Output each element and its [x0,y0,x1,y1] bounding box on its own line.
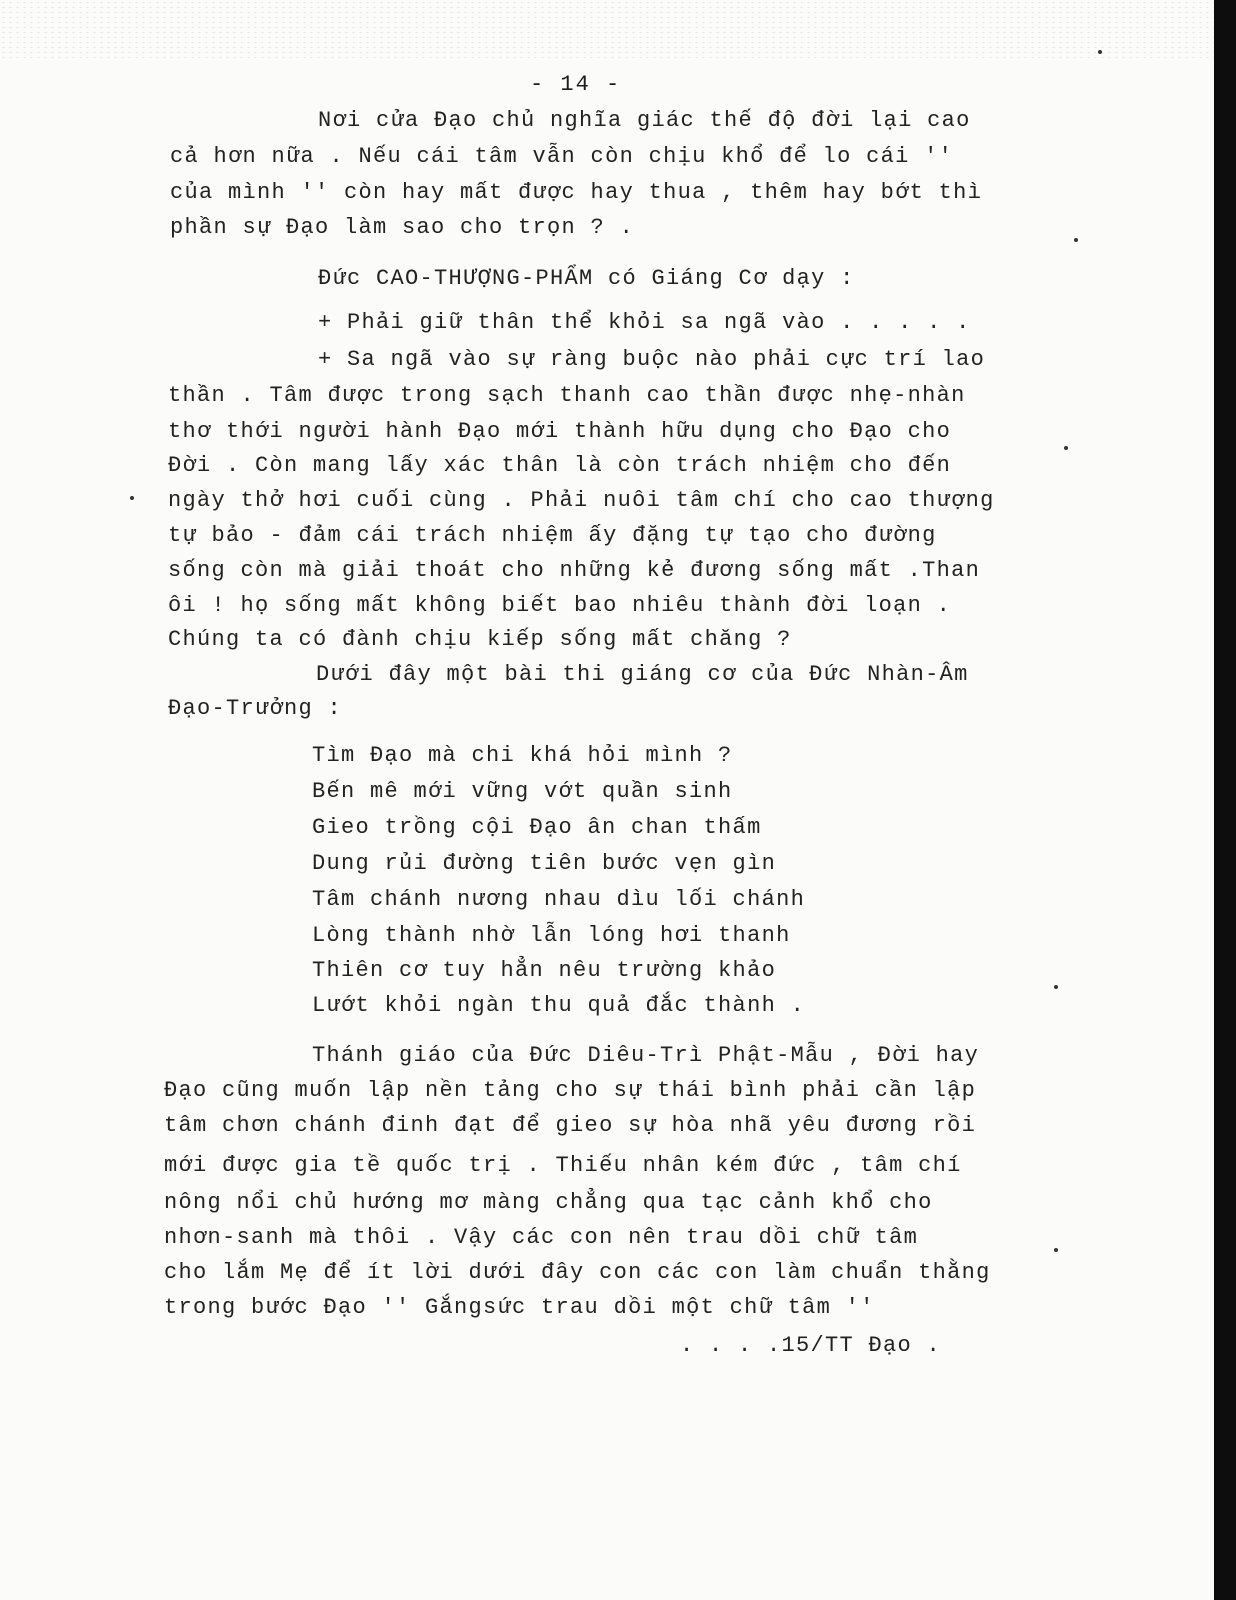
paragraph-line: tự bảo - đảm cái trách nhiệm ấy đặng tự tạo cho đường [168,523,937,548]
paragraph-line: Thánh giáo của Đức Diêu-Trì Phật-Mẫu , Đời hay [312,1043,980,1068]
paragraph-line: ngày thở hơi cuối cùng . Phải nuôi tâm chí cho cao thượng [168,488,995,513]
paragraph-line: cho lắm Mẹ để ít lời dưới đây con các con làm chuẩn thằng [164,1260,991,1285]
poem-line: Thiên cơ tuy hẳn nêu trường khảo [312,958,777,983]
paragraph-line: Nơi cửa Đạo chủ nghĩa giác thế độ đời lại cao [318,108,971,133]
page-number: - 14 - [530,72,622,97]
paragraph-line: trong bước Đạo '' Gắngsức trau dồi một chữ tâm '' [164,1295,875,1320]
teaching-line: + Sa ngã vào sự ràng buộc nào phải cực trí lao [318,347,986,372]
paragraph-line: ôi ! họ sống mất không biết bao nhiêu thành đời loạn . [168,593,952,618]
section-heading: Đức CAO-THƯỢNG-PHẨM có Giáng Cơ dạy : [318,266,855,291]
paragraph-line: tâm chơn chánh đinh đạt để gieo sự hòa nhã yêu đương rồi [164,1113,977,1138]
scan-speck [1054,1248,1058,1252]
paragraph-line: cả hơn nữa . Nếu cái tâm vẫn còn chịu khổ để lo cái '' [170,144,954,169]
scan-edge [1214,0,1236,1600]
paragraph-line: mới được gia tề quốc trị . Thiếu nhân kém đức , tâm chí [164,1153,962,1178]
poem-line: Tâm chánh nương nhau dìu lối chánh [312,887,806,912]
teaching-line: + Phải giữ thân thể khỏi sa ngã vào . . . . . [318,310,971,335]
scan-speck [1074,238,1078,242]
poem-intro-line: Đạo-Trưởng : [168,696,343,721]
poem-intro-line: Dưới đây một bài thi giáng cơ của Đức Nhàn-Âm [316,662,969,687]
poem-line: Gieo trồng cội Đạo ân chan thấm [312,815,762,840]
paragraph-line: thơ thới người hành Đạo mới thành hữu dụng cho Đạo cho [168,419,952,444]
paragraph-line: Đời . Còn mang lấy xác thân là còn trách nhiệm cho đến [168,453,952,478]
paragraph-line: sống còn mà giải thoát cho những kẻ đương sống mất .Than [168,558,981,583]
poem-line: Dung rủi đường tiên bước vẹn gìn [312,851,777,876]
paragraph-line: nhơn-sanh mà thôi . Vậy các con nên trau dồi chữ tâm [164,1225,919,1250]
paragraph-line: của mình '' còn hay mất được hay thua , thêm hay bớt thì [170,180,983,205]
poem-line: Bến mê mới vững vớt quần sinh [312,779,733,804]
poem-line: Lướt khỏi ngàn thu quả đắc thành . [312,993,806,1018]
paragraph-line: Đạo cũng muốn lập nền tảng cho sự thái bình phải cần lập [164,1078,977,1103]
scan-speck [1064,446,1068,450]
continuation-note: . . . .15/TT Đạo . [680,1333,942,1358]
scan-noise [0,0,1214,60]
paragraph-line: thần . Tâm được trong sạch thanh cao thần được nhẹ-nhàn [168,383,966,408]
paragraph-line: phần sự Đạo làm sao cho trọn ? . [170,215,635,240]
paragraph-line: nông nổi chủ hướng mơ màng chẳng qua tạc cảnh khổ cho [164,1190,933,1215]
scan-speck [1098,50,1102,54]
poem-line: Lòng thành nhờ lẫn lóng hơi thanh [312,923,791,948]
poem-line: Tìm Đạo mà chi khá hỏi mình ? [312,743,733,768]
scan-speck [130,496,134,500]
paragraph-line: Chúng ta có đành chịu kiếp sống mất chăng ? [168,627,792,652]
scan-speck [1054,985,1058,989]
